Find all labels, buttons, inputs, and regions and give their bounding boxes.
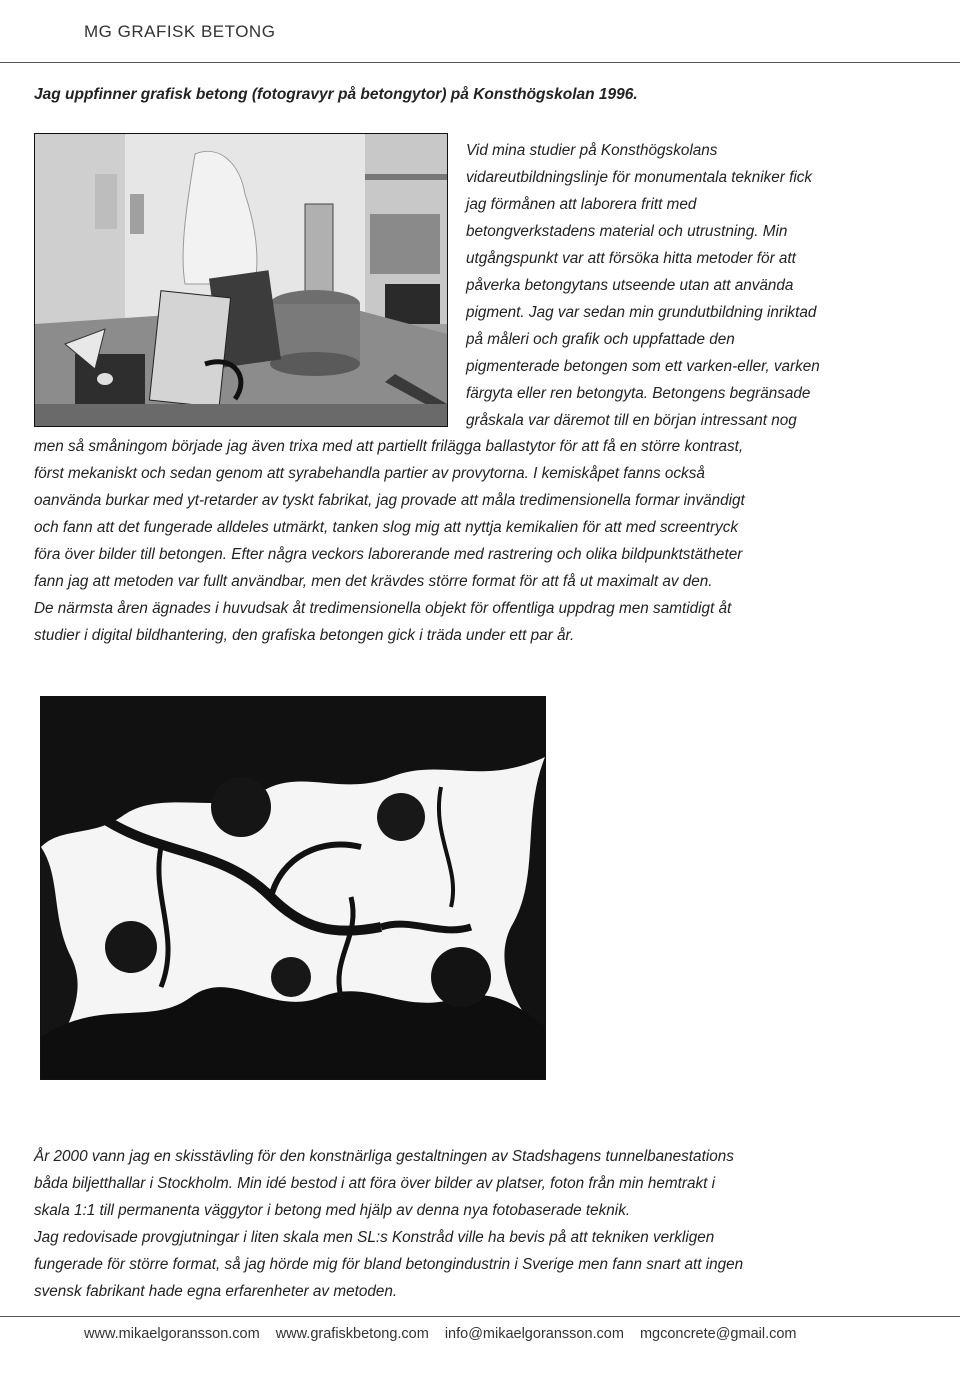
column-line: pigment. Jag var sedan min grundutbildning inriktad [466,304,817,321]
page-header-title: MG GRAFISK BETONG [84,22,276,41]
body-line: men så småningom började jag även trixa med att partiellt frilägga ballastytor för att få en större kontrast, [34,438,744,455]
intro-heading: Jag uppfinner grafisk betong (fotogravyr på betongytor) på Konsthögskolan 1996. [34,86,638,103]
body2-line: svensk fabrikant hade egna erfarenheter av metoden. [34,1283,398,1300]
column-line: på måleri och grafik och uppfattade den [466,331,735,348]
column-line: betongverkstadens material och utrustning. Min [466,223,788,240]
body-line: och fann att det fungerade alldeles utmärkt, tanken slog mig att nyttja kemikalien för att med screentryck [34,519,739,536]
workshop-photo [34,133,448,427]
column-line: vidareutbildningslinje för monumentala tekniker fick [466,169,813,186]
column-line: påverka betongytans utseende utan att använda [466,277,794,294]
body-line: fann jag att metoden var fullt användbar, men det krävdes större format för att få ut maximalt av den. [34,573,713,590]
email-link-info[interactable]: info@mikaelgoransson.com [444,1326,624,1342]
email-link-mgconcrete[interactable]: mgconcrete@gmail.com [639,1326,797,1342]
tree-canopy-photo [40,696,546,1080]
body-line: först mekaniskt och sedan genom att syrabehandla partier av provytorna. I kemiskåpet fanns också [34,465,705,482]
column-line: utgångspunkt var att försöka hitta metoder för att [466,250,796,267]
column-line: Vid mina studier på Konsthögskolans [466,142,718,159]
body-line: De närmsta åren ägnades i huvudsak åt tredimensionella objekt för offentliga uppdrag men samtidigt åt [34,600,732,617]
footer-contacts [84,1326,797,1342]
column-line: pigmenterade betongen som ett varken-eller, varken [466,358,820,375]
column-line: jag förmånen att laborera fritt med [466,196,697,213]
body2-line: Jag redovisade provgjutningar i liten skala men SL:s Konstråd ville ha bevis på att tekniken verkligen [34,1229,715,1246]
body2-line: År 2000 vann jag en skisstävling för den konstnärliga gestaltningen av Stadshagens tunnelbanestations [34,1148,734,1165]
column-line: färgyta eller ren betongyta. Betongens begränsade [466,385,811,402]
body2-line: skala 1:1 till permanenta väggytor i betong med hjälp av denna nya fotobaserade teknik. [34,1202,631,1219]
body2-line: fungerade för större format, så jag hörde mig för bland betongindustrin i Sverige men fann snart att ingen [34,1256,744,1273]
website-link-grafiskbetong[interactable]: www.grafiskbetong.com [275,1326,429,1342]
header-divider [0,62,960,63]
body-line: oanvända burkar med yt-retarder av tyskt fabrikat, jag provade att måla tredimensionella formar invändigt [34,492,745,509]
body-line: studier i digital bildhantering, den grafiska betongen gick i träda under ett par år. [34,627,575,644]
column-line: gråskala var däremot till en början intressant nog [466,412,797,429]
body2-line: båda biljetthallar i Stockholm. Min idé bestod i att föra över bilder av platser, foton från min hemtrakt i [34,1175,716,1192]
footer-divider [0,1316,960,1317]
body-line: föra över bilder till betongen. Efter några veckors laborerande med rastrering och olika bildpunktstätheter [34,546,743,563]
website-link-mikaelgoransson[interactable]: www.mikaelgoransson.com [84,1326,260,1342]
